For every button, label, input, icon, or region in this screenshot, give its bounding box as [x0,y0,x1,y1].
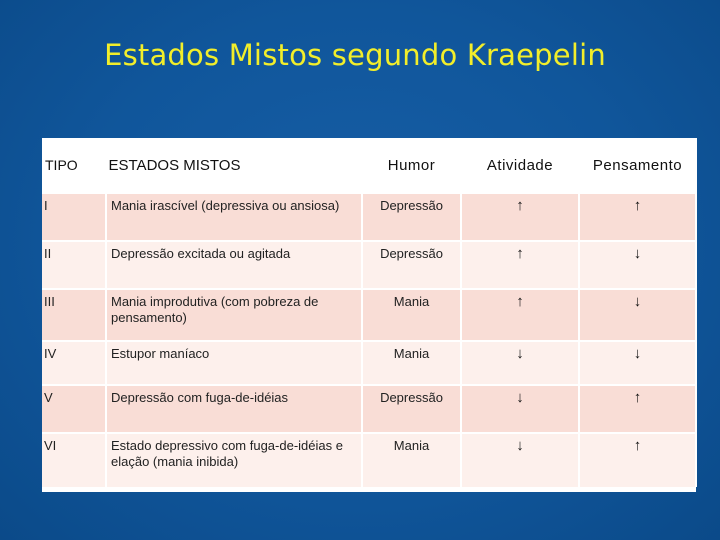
table-header-row [42,138,696,193]
table-row [42,241,696,289]
cell-humor: Depressão [362,241,461,289]
slide-title: Estados Mistos segundo Kraepelin [104,38,606,72]
header-estados-mistos: ESTADOS MISTOS [106,138,362,193]
cell-tipo: III [42,289,106,341]
up-arrow-icon: ↑ [461,241,579,289]
up-arrow-icon: ↑ [461,193,579,241]
down-arrow-icon: ↓ [461,433,579,487]
up-arrow-icon: ↑ [461,289,579,341]
cell-tipo: VI [42,433,106,487]
table-row [42,289,696,341]
cell-estado: Mania improdutiva (com pobreza de pensamento) [106,289,362,341]
table [42,138,697,487]
up-arrow-icon: ↑ [579,385,696,433]
up-arrow-icon: ↑ [579,433,696,487]
cell-tipo: IV [42,341,106,385]
cell-tipo: I [42,193,106,241]
table-row [42,193,696,241]
cell-humor: Mania [362,341,461,385]
cell-estado: Depressão excitada ou agitada [106,241,362,289]
down-arrow-icon: ↓ [579,341,696,385]
cell-estado: Estupor maníaco [106,341,362,385]
down-arrow-icon: ↓ [579,241,696,289]
cell-tipo: V [42,385,106,433]
down-arrow-icon: ↓ [461,341,579,385]
cell-estado: Depressão com fuga-de-idéias [106,385,362,433]
down-arrow-icon: ↓ [579,289,696,341]
up-arrow-icon: ↑ [579,193,696,241]
cell-humor: Mania [362,433,461,487]
cell-tipo: II [42,241,106,289]
table-row [42,341,696,385]
cell-humor: Depressão [362,385,461,433]
header-humor: Humor [362,138,461,193]
table-row [42,385,696,433]
header-pensamento: Pensamento [579,138,696,193]
table-row [42,433,696,487]
cell-estado: Mania irascível (depressiva ou ansiosa) [106,193,362,241]
down-arrow-icon: ↓ [461,385,579,433]
cell-humor: Mania [362,289,461,341]
cell-humor: Depressão [362,193,461,241]
cell-estado: Estado depressivo com fuga-de-idéias e elação (mania inibida) [106,433,362,487]
mixed-states-table [42,138,696,492]
header-atividade: Atividade [461,138,579,193]
header-tipo: TIPO [42,138,106,193]
